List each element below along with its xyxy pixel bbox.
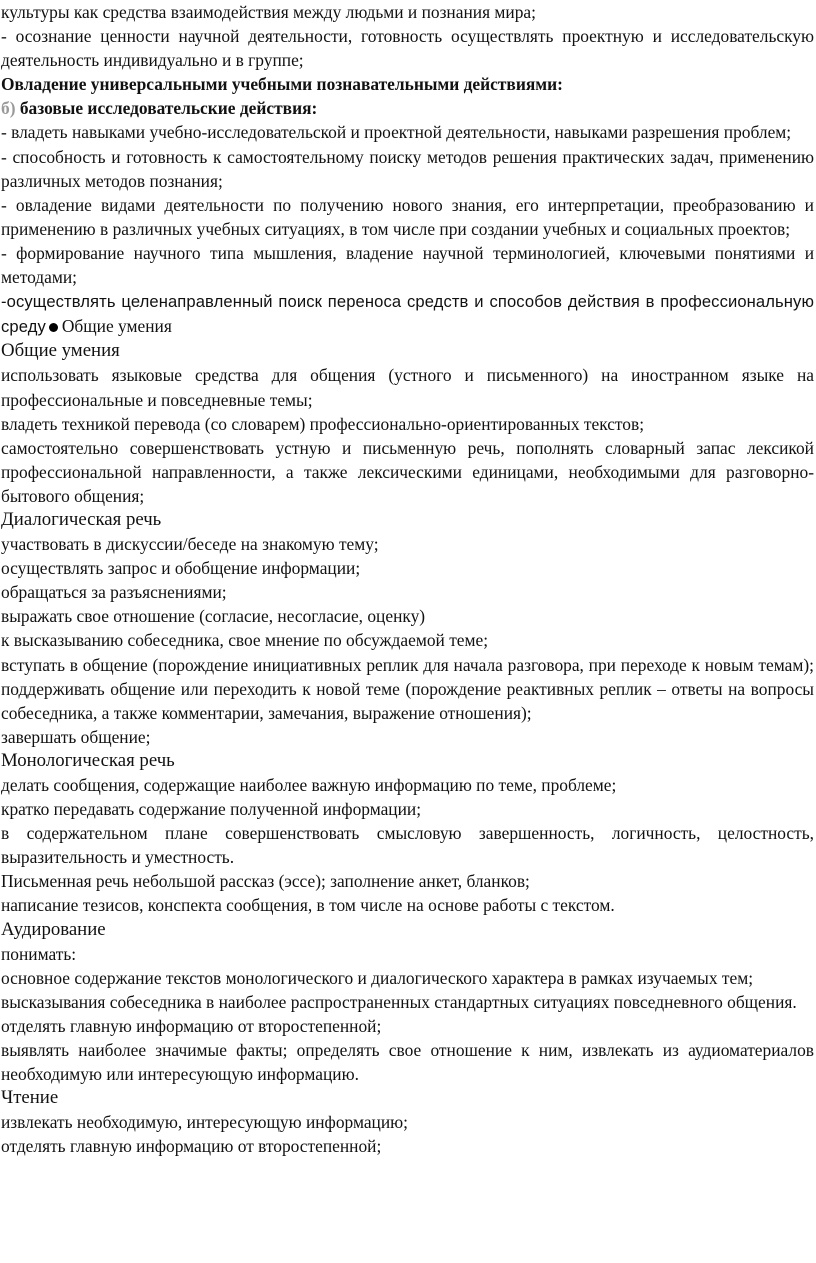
paragraph: - формирование научного типа мышления, владение научной терминологией, ключевыми понятиями и методами; bbox=[1, 242, 814, 288]
inline-heading: Общие умения bbox=[61, 316, 172, 337]
paragraph: выражать свое отношение (согласие, несогласие, оценку) bbox=[1, 606, 426, 627]
paragraph: отделять главную информацию от второстепенной; bbox=[1, 1015, 382, 1036]
paragraph: владеть техникой перевода (со словарем) профессионально-ориентированных текстов; bbox=[1, 413, 645, 434]
paragraph: в содержательном плане совершенствовать смысловую завершенность, логичность, целостность, выразительность и уместность. bbox=[1, 823, 814, 868]
paragraph: - владеть навыками учебно-исследовательской и проектной деятельности, навыками разрешения проблем; bbox=[1, 122, 792, 143]
paragraph: использовать языковые средства для общения (устного и письменного) на иностранном языке на профессиональные и повседневные темы; bbox=[1, 365, 814, 410]
heading-monolog: Монологическая речь bbox=[1, 749, 175, 771]
paragraph: самостоятельно совершенствовать устную и письменную речь, пополнять словарный запас лексикой профессиональной направленности, а также лексическими единицами, необходимыми для разговорно-бытового общения; bbox=[1, 437, 814, 506]
paragraph: Письменная речь небольшой рассказ (эссе); заполнение анкет, бланков; bbox=[1, 871, 530, 892]
subsection-title: базовые исследовательские действия: bbox=[19, 98, 318, 119]
bullet-icon bbox=[49, 323, 58, 332]
paragraph: выявлять наиболее значимые факты; определять свое отношение к ним, извлекать из аудиоматериалов необходимую или интересующую информацию. bbox=[1, 1040, 814, 1085]
paragraph: написание тезисов, конспекта сообщения, в том числе на основе работы с текстом. bbox=[1, 895, 615, 916]
heading-listening: Аудирование bbox=[1, 918, 106, 940]
paragraph: - способность и готовность к самостоятельному поиску методов решения практических задач, применению различных методов познания; bbox=[1, 146, 814, 191]
heading-dialog: Диалогическая речь bbox=[1, 508, 162, 530]
paragraph: осуществлять запрос и обобщение информации; bbox=[1, 558, 361, 579]
paragraph: культуры как средства взаимодействия между людьми и познания мира; bbox=[1, 2, 536, 22]
paragraph: отделять главную информацию от второстепенной; bbox=[1, 1136, 382, 1157]
paragraph: понимать: bbox=[1, 943, 77, 964]
paragraph: вступать в общение (порождение инициативных реплик для начала разговора, при переходе к новым темам); поддерживать общение или переходить к новой теме (порождение реактивных реплик – ответы на вопросы собеседника, а также комментарии, замечания, выражение отношения); bbox=[1, 654, 814, 723]
paragraph: - овладение видами деятельности по получению нового знания, его интерпретации, преобразованию и применению в различных учебных ситуациях, в том числе при создании учебных и социальных проектов; bbox=[1, 194, 814, 239]
paragraph bbox=[1, 289, 814, 339]
paragraph: к высказыванию собеседника, свое мнение по обсуждаемой теме; bbox=[1, 630, 489, 651]
paragraph: извлекать необходимую, интересующую информацию; bbox=[1, 1112, 408, 1133]
paragraph: высказывания собеседника в наиболее распространенных стандартных ситуациях повседневного общения. bbox=[1, 991, 797, 1012]
paragraph: - осознание ценности научной деятельности, готовность осуществлять проектную и исследовательскую деятельность индивидуально и в группе; bbox=[1, 26, 814, 71]
section-heading: Овладение универсальными учебными познавательными действиями: bbox=[1, 74, 563, 95]
heading-general-skills: Общие умения bbox=[1, 340, 120, 362]
paragraph: делать сообщения, содержащие наиболее важную информацию по теме, проблеме; bbox=[1, 775, 617, 795]
paragraph: основное содержание текстов монологического и диалогического характера в рамках изучаемых тем; bbox=[1, 967, 754, 988]
paragraph: кратко передавать содержание полученной информации; bbox=[1, 799, 422, 820]
heading-reading: Чтение bbox=[1, 1087, 59, 1109]
paragraph: завершать общение; bbox=[1, 726, 151, 747]
paragraph: обращаться за разъяснениями; bbox=[1, 582, 227, 603]
list-marker: б) bbox=[1, 98, 16, 119]
sans-text: -осуществлять целенаправленный поиск переноса средств и способов действия в профессиональную среду bbox=[1, 292, 814, 337]
subsection-heading bbox=[1, 96, 814, 120]
paragraph: участвовать в дискуссии/беседе на знакомую тему; bbox=[1, 534, 379, 555]
